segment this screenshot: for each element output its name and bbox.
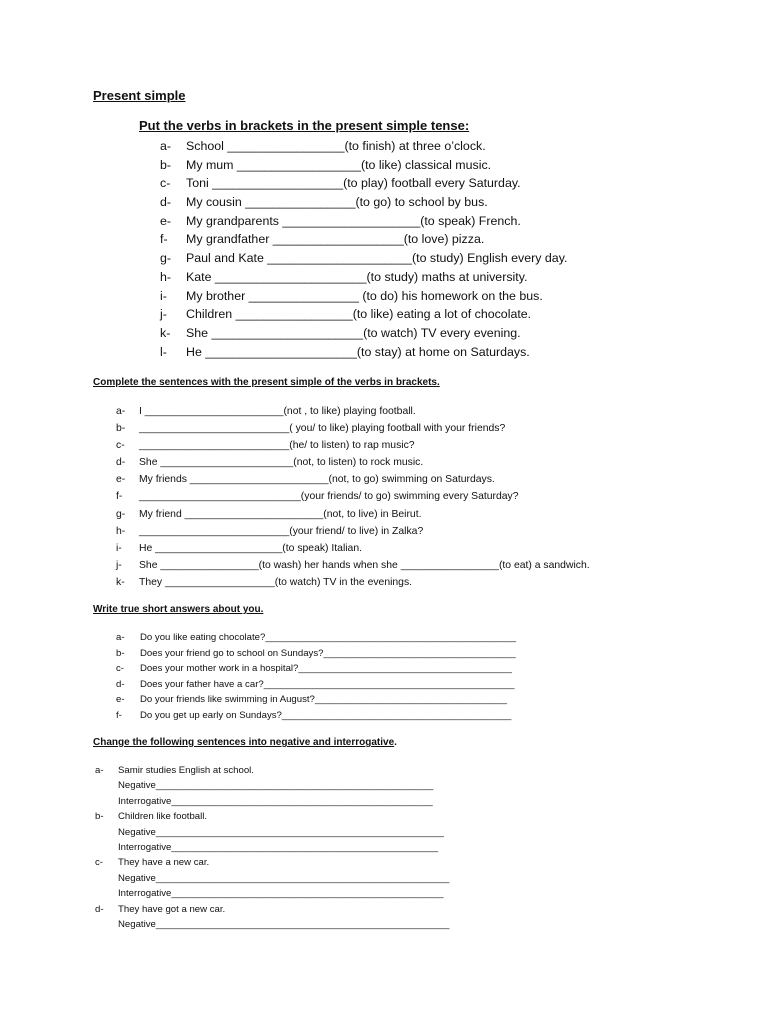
item-label: b- [160, 157, 172, 172]
item-text: My mum __________________(to like) classical music. [186, 157, 492, 172]
list-item [95, 886, 695, 901]
section2-list [116, 403, 716, 591]
list-item [116, 420, 716, 437]
item-text: My brother ________________ (to do) his homework on the bus. [186, 288, 543, 303]
item-label: d- [116, 678, 125, 690]
item-label: a- [95, 765, 104, 776]
item-text: I ________________________(not , to like) playing football. [139, 406, 416, 417]
section4-heading-period: . [394, 737, 397, 748]
list-item [116, 471, 716, 488]
page-title: Present simple [93, 88, 186, 103]
item-text: Toni ___________________(to play) football every Saturday. [186, 176, 521, 191]
list-item [160, 174, 720, 193]
item-text: Negative____________________________________________________ [118, 780, 434, 792]
item-text: Negative_______________________________________________________ [118, 872, 450, 884]
item-text: __________________________( you/ to like) playing football with your friends? [139, 423, 506, 435]
item-label: h- [160, 269, 172, 284]
list-item [95, 871, 695, 886]
item-text: Does your friend go to school on Sundays?____________________________________ [140, 647, 516, 659]
list-item [95, 917, 695, 932]
list-item [116, 661, 716, 677]
item-label: e- [160, 213, 172, 228]
list-item [160, 193, 720, 212]
list-item [160, 156, 720, 175]
list-item [116, 557, 716, 574]
list-item [160, 249, 720, 268]
list-item [116, 677, 716, 693]
item-text: __________________________(your friend/ to live) in Zalka? [139, 525, 424, 537]
item-text: __________________________(he/ to listen) to rap music? [139, 440, 415, 452]
list-item [116, 540, 716, 557]
section3-heading: Write true short answers about you. [93, 604, 264, 615]
item-label: l- [160, 344, 167, 359]
item-label: d- [116, 457, 126, 469]
item-label: j- [160, 307, 167, 322]
item-text: He ______________________(to stay) at home on Saturdays. [186, 344, 530, 359]
item-text: Do you like eating chocolate?_______________________________________________ [140, 632, 517, 643]
list-item [116, 646, 716, 662]
section1-list [160, 137, 720, 361]
item-label: e- [116, 474, 126, 486]
item-text: Children _________________(to like) eating a lot of chocolate. [186, 307, 532, 322]
section3-list [116, 630, 716, 723]
item-text: They have got a new car. [118, 903, 226, 915]
list-item [116, 630, 716, 646]
item-label: f- [116, 709, 122, 721]
list-item [116, 692, 716, 708]
item-label: c- [116, 663, 124, 674]
section2-heading: Complete the sentences with the present simple of the verbs in brackets. [93, 377, 440, 388]
list-item [116, 488, 716, 505]
item-text: My friend ________________________(not, to live) in Beirut. [139, 508, 422, 520]
item-text: My cousin ________________(to go) to school by bus. [186, 195, 488, 210]
item-text: Interrogative___________________________________________________ [118, 888, 444, 900]
item-text: He ______________________(to speak) Italian. [139, 542, 363, 554]
item-text: Kate ______________________(to study) maths at university. [186, 269, 528, 284]
item-label: i- [116, 542, 122, 554]
item-text: My friends ________________________(not, to go) swimming on Saturdays. [139, 474, 495, 486]
item-text: Does your father have a car?_______________________________________________ [140, 678, 515, 690]
list-item [116, 708, 716, 724]
list-item [160, 137, 720, 156]
list-item [95, 840, 695, 855]
list-item [160, 305, 720, 324]
list-item [160, 230, 720, 249]
item-text: My grandfather ___________________(to love) pizza. [186, 232, 485, 247]
item-text: Interrogative__________________________________________________ [118, 841, 439, 853]
item-label: b- [95, 811, 104, 823]
list-item [116, 454, 716, 471]
item-label: c- [160, 176, 171, 191]
list-item [95, 825, 695, 840]
item-label: c- [95, 857, 103, 869]
section4-list [95, 763, 695, 932]
list-item [95, 855, 695, 870]
list-item [160, 343, 720, 362]
item-text: Do your friends like swimming in August?____________________________________ [140, 694, 507, 705]
list-item [160, 268, 720, 287]
item-text: Samir studies English at school. [118, 765, 254, 776]
item-label: b- [116, 423, 126, 435]
list-item [116, 506, 716, 523]
list-item [116, 437, 716, 454]
item-label: c- [116, 440, 125, 452]
item-label: j- [116, 559, 122, 571]
item-text: They ___________________(to watch) TV in the evenings. [139, 576, 413, 588]
item-label: f- [160, 232, 168, 247]
list-item [160, 324, 720, 343]
item-text: Do you get up early on Sundays?___________________________________________ [140, 709, 512, 721]
item-text: Paul and Kate _____________________(to study) English every day. [186, 251, 568, 266]
list-item [116, 523, 716, 540]
list-item [95, 778, 695, 793]
item-label: f- [116, 491, 123, 503]
item-label: g- [116, 508, 126, 520]
item-label: h- [116, 525, 126, 537]
item-text: She ______________________(to watch) TV every evening. [186, 325, 521, 340]
item-label: k- [116, 576, 125, 588]
item-text: She _________________(to wash) her hands when she _________________(to eat) a sandwich. [139, 559, 590, 571]
item-label: a- [116, 406, 126, 417]
item-label: g- [160, 251, 172, 266]
item-label: k- [160, 325, 171, 340]
item-text: She _______________________(not, to listen) to rock music. [139, 457, 424, 469]
item-text: School _________________(to finish) at three o’clock. [186, 139, 486, 153]
item-label: i- [160, 288, 167, 303]
list-item [95, 809, 695, 824]
item-label: e- [116, 694, 125, 705]
list-item [160, 212, 720, 231]
item-label: a- [160, 139, 172, 153]
item-text: Negative_______________________________________________________ [118, 918, 450, 930]
item-text: Negative______________________________________________________ [118, 826, 444, 838]
list-item [160, 287, 720, 306]
item-text: They have a new car. [118, 857, 210, 869]
item-text: Children like football. [118, 811, 208, 823]
list-item [95, 794, 695, 809]
list-item [95, 763, 695, 778]
item-label: a- [116, 632, 125, 643]
list-item [95, 902, 695, 917]
item-label: d- [160, 195, 172, 210]
item-text: ____________________________(your friends/ to go) swimming every Saturday? [139, 491, 519, 503]
section4-heading [93, 737, 397, 748]
list-item [116, 403, 716, 420]
item-text: Interrogative_________________________________________________ [118, 795, 433, 807]
item-label: d- [95, 903, 104, 915]
section1-heading: Put the verbs in brackets in the present simple tense: [139, 118, 470, 133]
item-label: b- [116, 647, 125, 659]
section4-heading-text: Change the following sentences into negative and interrogative [93, 737, 395, 748]
item-text: My grandparents ____________________(to speak) French. [186, 213, 521, 228]
item-text: Does your mother work in a hospital?________________________________________ [140, 663, 512, 674]
list-item [116, 574, 716, 591]
